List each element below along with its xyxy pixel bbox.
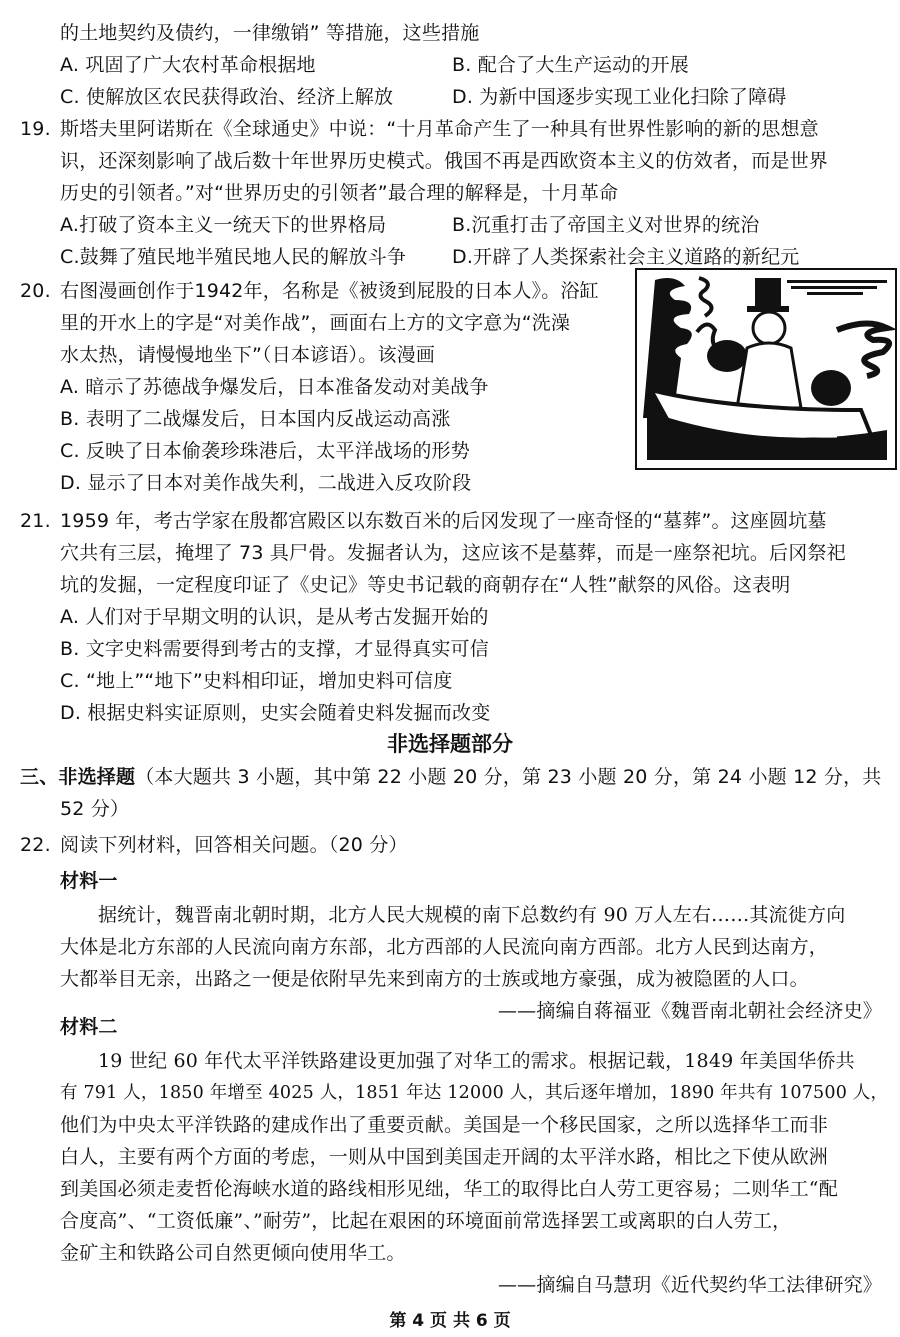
page-number: 第 4 页 共 6 页 xyxy=(389,1311,511,1331)
material2-line: 他们为中央太平洋铁路的建成作出了重要贡献。美国是一个移民国家，之所以选择华工而非 xyxy=(60,1114,829,1136)
material2-label: 材料二 xyxy=(60,1016,118,1038)
q22-stem: 阅读下列材料，回答相关问题。（20 分） xyxy=(60,834,408,856)
q21-line: 坑的发掘，一定程度印证了《史记》等史书记载的商朝存在“人牲”献祭的风俗。这表明 xyxy=(60,574,791,596)
cartoon-image xyxy=(635,268,897,470)
material2-line: 白人，主要有两个方面的考虑，一则从中国到美国走开阔的太平洋水路，相比之下使从欧洲 xyxy=(60,1146,829,1168)
q19-option-b: B.沉重打击了帝国主义对世界的统治 xyxy=(452,214,760,236)
q20-option-a: A. 暗示了苏德战争爆发后，日本准备发动对美战争 xyxy=(60,376,489,398)
q20-option-c: C. 反映了日本偷袭珍珠港后，太平洋战场的形势 xyxy=(60,440,470,462)
q22-number: 22. xyxy=(20,834,51,856)
q21-option-a: A. 人们对于早期文明的认识，是从考古发掘开始的 xyxy=(60,606,489,628)
section-heading-rest: （本大题共 3 小题，其中第 22 小题 20 分，第 23 小题 20 分，第 24 小题 12 分，共 xyxy=(135,766,882,788)
material1-line: 据统计，魏晋南北朝时期，北方人民大规模的南下总数约有 90 万人左右……其流徙方向 xyxy=(98,904,846,926)
q19-option-a: A.打破了资本主义一统天下的世界格局 xyxy=(60,214,387,236)
material1-line: 大体是北方东部的人民流向南方东部，北方西部的人民流向南方西部。北方人民到达南方， xyxy=(60,936,829,958)
q20-option-b: B. 表明了二战爆发后，日本国内反战运动高涨 xyxy=(60,408,451,430)
q21-option-c: C. “地上”“地下”史料相印证，增加史料可信度 xyxy=(60,670,453,692)
q19-number: 19. xyxy=(20,118,51,140)
material2-line: 有 791 人，1850 年增至 4025 人，1851 年达 12000 人，其后逐年增加，1890 年共有 107500 人， xyxy=(60,1083,889,1103)
section-title: 非选择题部分 xyxy=(387,732,513,756)
q21-line: 1959 年，考古学家在殷都宫殿区以东数百米的后冈发现了一座奇怪的“墓葬”。这座圆坑墓 xyxy=(60,510,827,532)
q18-option-b: B. 配合了大生产运动的开展 xyxy=(452,54,689,76)
material1-line: 大都举目无亲，出路之一便是依附早先来到南方的士族或地方豪强，成为被隐匿的人口。 xyxy=(60,968,809,990)
material2-source: ——摘编自马慧玥《近代契约华工法律研究》 xyxy=(497,1274,882,1296)
material2-line: 19 世纪 60 年代太平洋铁路建设更加强了对华工的需求。根据记载，1849 年美国华侨共 xyxy=(98,1050,855,1072)
cartoon-bathtub-icon xyxy=(637,270,895,468)
q21-option-d: D. 根据史料实证原则，史实会随着史料发掘而改变 xyxy=(60,702,491,724)
material2-line: 金矿主和铁路公司自然更倾向使用华工。 xyxy=(60,1242,406,1264)
q19-line: 斯塔夫里阿诺斯在《全球通史》中说：“十月革命产生了一种具有世界性影响的新的思想意 xyxy=(60,118,819,140)
material1-source: ——摘编自蒋福亚《魏晋南北朝社会经济史》 xyxy=(497,1000,882,1022)
section-heading-bold: 三、非选择题 xyxy=(20,766,136,788)
q19-line: 历史的引领者。”对“世界历史的引领者”最合理的解释是，十月革命 xyxy=(60,182,619,204)
q19-option-d: D.开辟了人类探索社会主义道路的新纪元 xyxy=(452,246,800,268)
q18-stem-end: 的土地契约及债约，一律缴销” 等措施，这些措施 xyxy=(60,22,480,44)
q20-line: 右图漫画创作于1942年，名称是《被烫到屁股的日本人》。浴缸 xyxy=(60,280,599,302)
q21-line: 穴共有三层，掩埋了 73 具尸骨。发掘者认为，这应该不是墓葬，而是一座祭祀坑。后冈祭祀 xyxy=(60,542,846,564)
q20-option-d: D. 显示了日本对美作战失利，二战进入反攻阶段 xyxy=(60,472,472,494)
q20-line: 里的开水上的字是“对美作战”，画面右上方的文字意为“洗澡 xyxy=(60,312,571,334)
q19-line: 识，还深刻影响了战后数十年世界历史模式。俄国不再是西欧资本主义的仿效者，而是世界 xyxy=(60,150,829,172)
q21-number: 21. xyxy=(20,510,51,532)
q20-line: 水太热，请慢慢地坐下”（日本谚语）。该漫画 xyxy=(60,344,436,366)
section-heading-line2: 52 分） xyxy=(60,798,130,820)
q21-option-b: B. 文字史料需要得到考古的支撑，才显得真实可信 xyxy=(60,638,489,660)
material2-line: 到美国必须走麦哲伦海峡水道的路线相形见绌，华工的取得比白人劳工更容易；二则华工“配 xyxy=(60,1178,838,1200)
q20-number: 20. xyxy=(20,280,51,302)
q18-option-c: C. 使解放区农民获得政治、经济上解放 xyxy=(60,86,394,108)
q18-option-d: D. 为新中国逐步实现工业化扫除了障碍 xyxy=(452,86,787,108)
q19-option-c: C.鼓舞了殖民地半殖民地人民的解放斗争 xyxy=(60,246,407,268)
section-heading xyxy=(20,762,882,792)
material1-label: 材料一 xyxy=(60,870,118,892)
q18-option-a: A. 巩固了广大农村革命根据地 xyxy=(60,54,316,76)
material2-line: 合度高”、“工资低廉”、”耐劳”，比起在艰困的环境面前常选择罢工或离职的白人劳工， xyxy=(60,1210,792,1232)
